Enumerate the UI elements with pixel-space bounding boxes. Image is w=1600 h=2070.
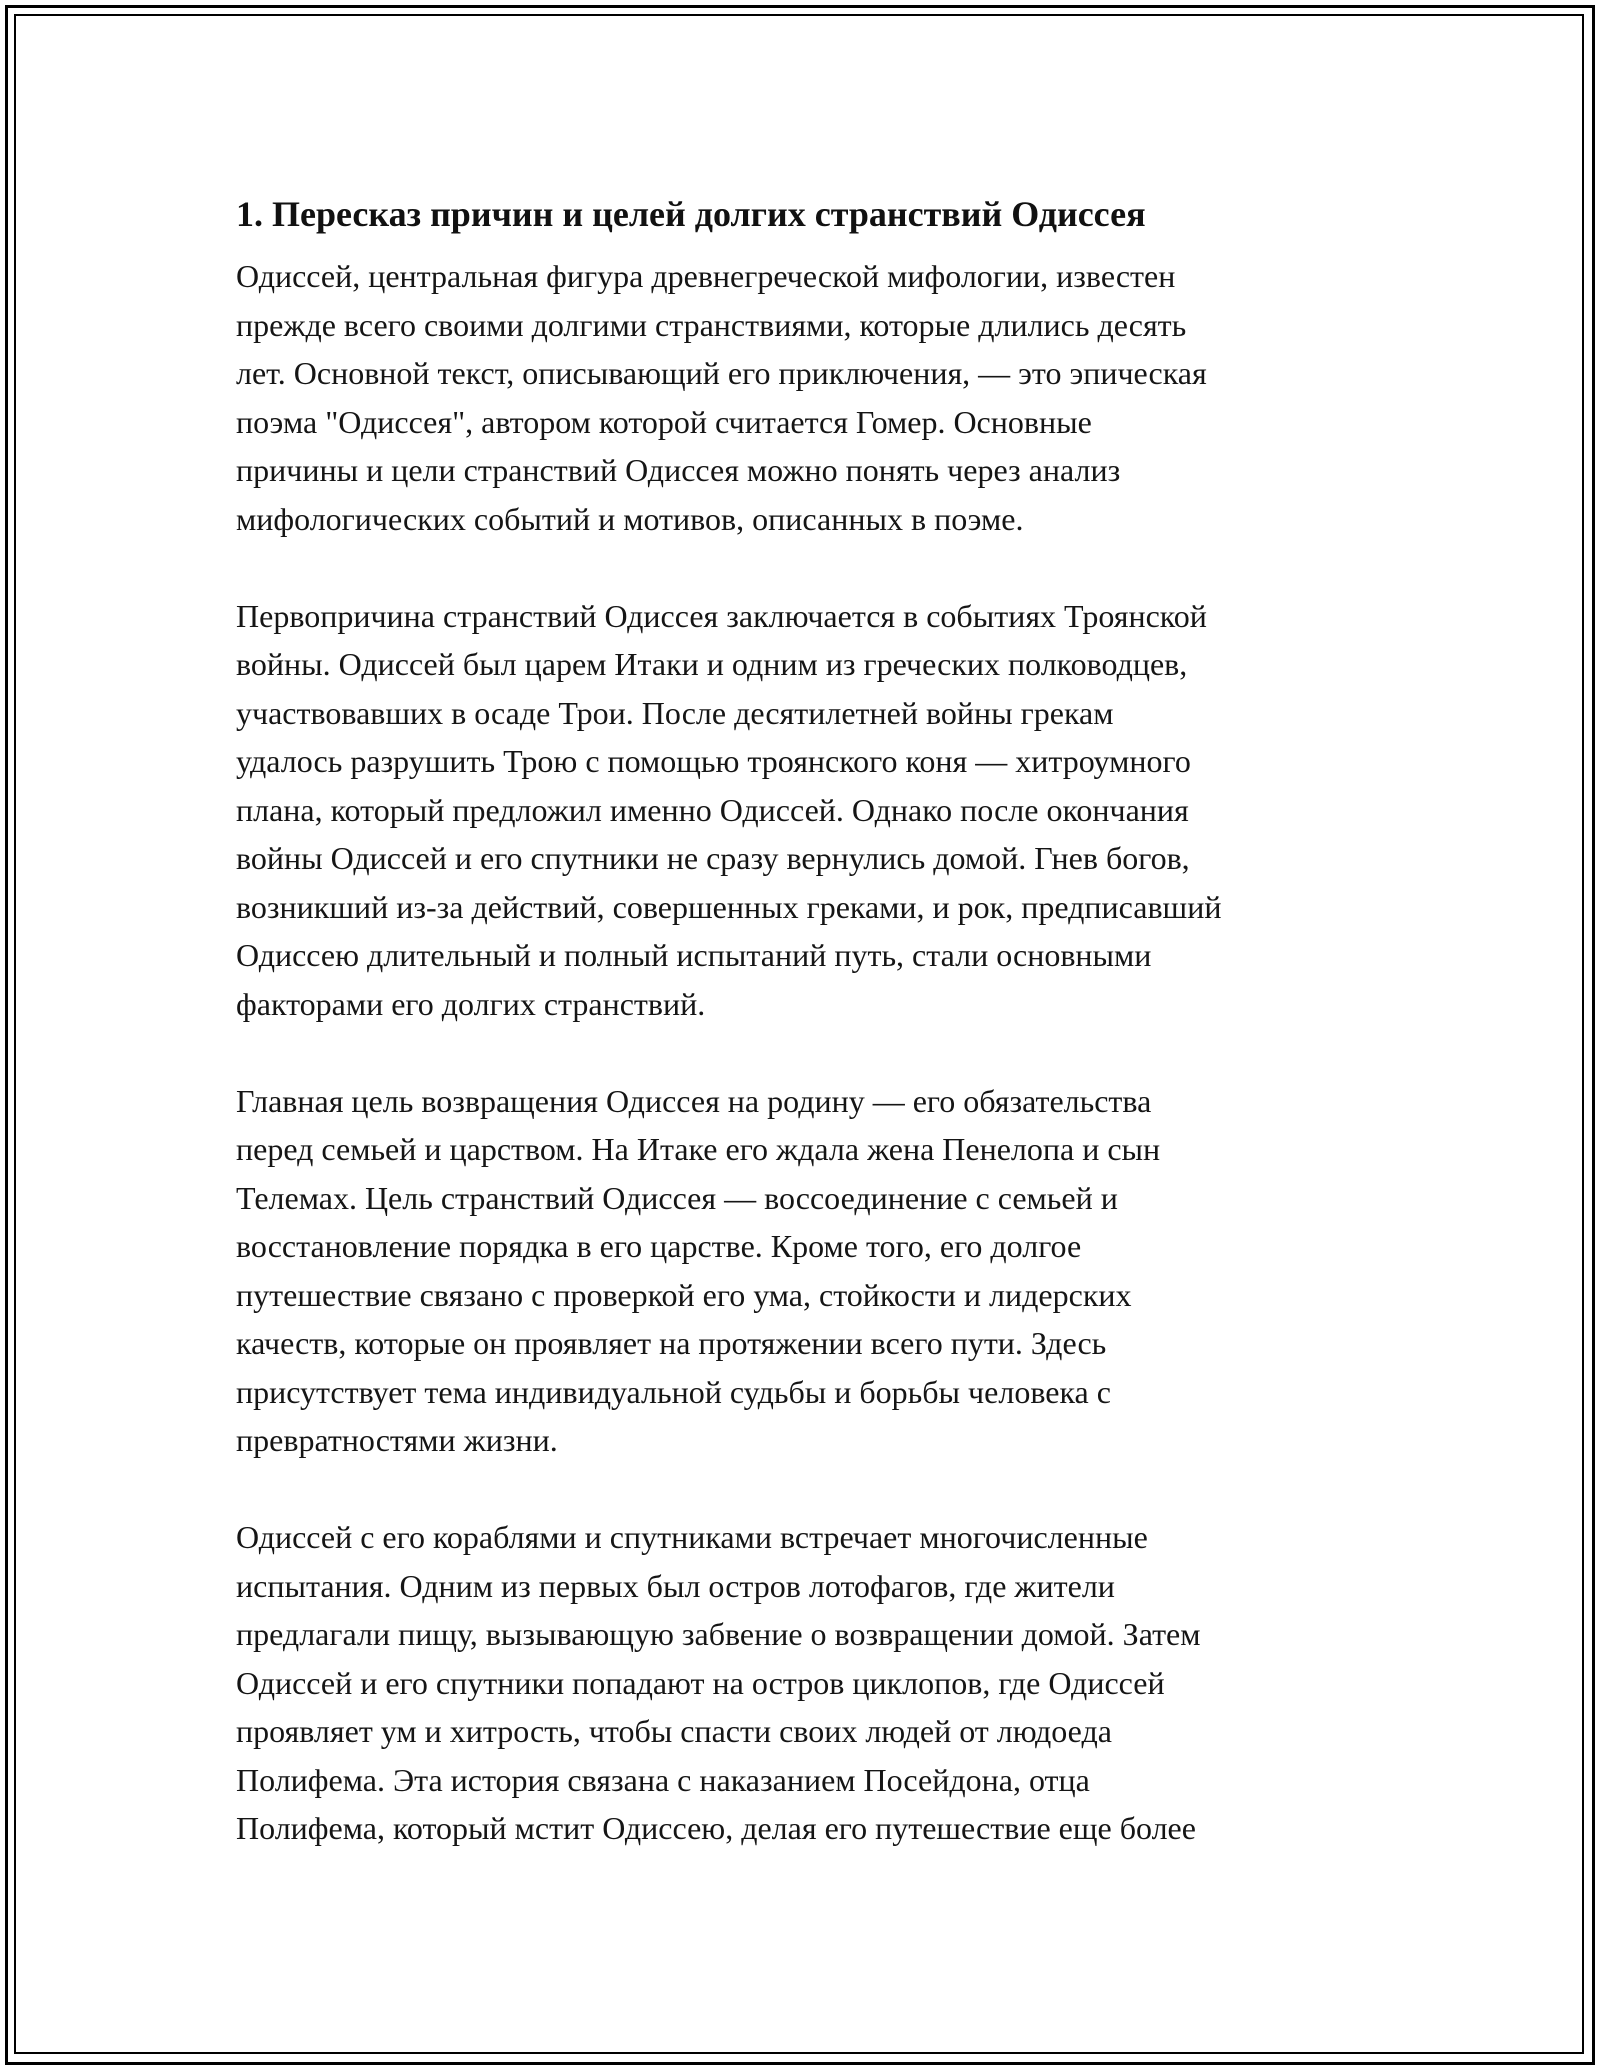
paragraph-3: Главная цель возвращения Одиссея на родину — его обязательства перед семьей и царством. На Итаке его ждала жена Пенелопа и сын Телемах. Цель странствий Одиссея — воссоединение с семьей и восстановление порядка в его царстве. Кроме того, его долгое путешествие связано с проверкой его ума, стойкости и лидерских качеств, которые он проявляет на протяжении всего пути. Здесь присутствует тема индивидуальной судьбы и борьбы человека с превратностями жизни. bbox=[236, 1082, 1161, 1458]
page-title: 1. Пересказ причин и целей долгих странствий Одиссея bbox=[236, 194, 1146, 234]
document-body bbox=[236, 190, 1376, 1853]
paragraph-1: Одиссей, центральная фигура древнегреческой мифологии, известен прежде всего своими долгими странствиями, которые длились десять лет. Основной текст, описывающий его приключения, — это эпическая поэма "Одиссея", автором которой считается Гомер. Основные причины и цели странствий Одиссея можно понять через анализ мифологических событий и мотивов, описанных в поэме. bbox=[236, 258, 1207, 537]
paragraph-4: Одиссей с его кораблями и спутниками встречает многочисленные испытания. Одним из первых был остров лотофагов, где жители предлагали пищу, вызывающую забвение о возвращении домой. Затем Одиссей и его спутники попадают на остров циклопов, где Одиссей проявляет ум и хитрость, чтобы спасти своих людей от людоеда Полифема. Эта история связана с наказанием Посейдона, отца Полифема, который мстит Одиссею, делая его путешествие еще более bbox=[236, 1519, 1201, 1846]
paragraph-2: Первопричина странствий Одиссея заключается в событиях Троянской войны. Одиссей был царем Итаки и одним из греческих полководцев, участвовавших в осаде Трои. После десятилетней войны грекам удалось разрушить Трою с помощью троянского коня — хитроумного плана, который предложил именно Одиссей. Однако после окончания войны Одиссей и его спутники не сразу вернулись домой. Гнев богов, возникший из-за действий, совершенных греками, и рок, предписавший Одиссею длительный и полный испытаний путь, стали основными факторами его долгих странствий. bbox=[236, 597, 1222, 1022]
